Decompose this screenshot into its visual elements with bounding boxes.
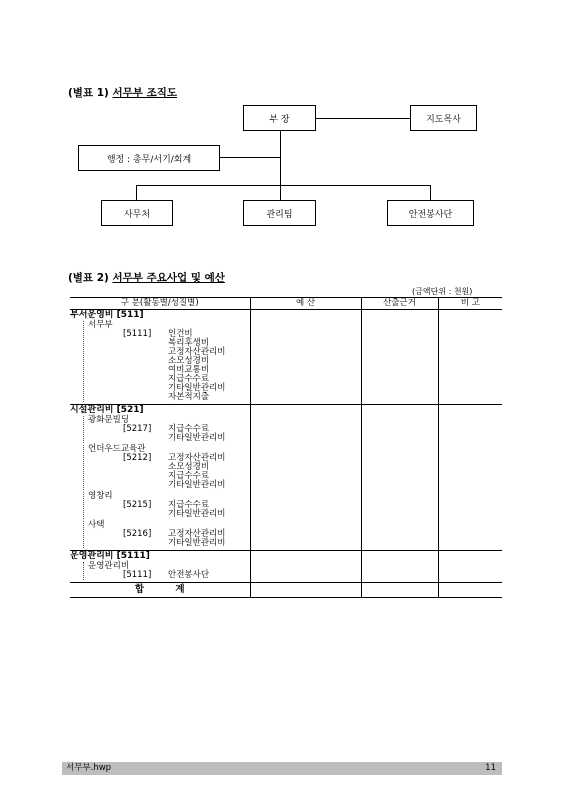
org-unit-box-1 (101, 200, 173, 226)
item-label: 고정자산관리비 (168, 529, 226, 539)
connector-admin (220, 157, 280, 158)
dept-detail-row (70, 562, 502, 583)
col-header-basis: 산출근거 (361, 298, 438, 310)
budget-cell (250, 321, 361, 405)
item-label: 기타일반관리비 (168, 480, 226, 490)
budget-heading-title: 서무부 주요사업 및 예산 (112, 272, 225, 284)
dept-detail-row (70, 321, 502, 405)
item-label: 복리후생비 (168, 338, 210, 348)
account-code: [5212] (123, 453, 152, 463)
dept-row (70, 551, 502, 563)
item-label: 자본적지출 (168, 392, 210, 402)
remarks-cell (438, 405, 502, 417)
connector-head-advisor (316, 118, 410, 119)
footer-filename: 서무부.hwp (66, 763, 112, 773)
org-chart-heading (68, 85, 177, 100)
total-basis-cell (361, 583, 438, 598)
account-code: [5216] (123, 529, 152, 539)
org-head-box (243, 105, 316, 131)
basis-cell (361, 321, 438, 405)
item-label: 지급수수료 (168, 500, 210, 510)
budget-table (70, 297, 502, 598)
remarks-cell (438, 562, 502, 583)
item-label: 지급수수료 (168, 424, 210, 434)
account-code: [5111] (123, 570, 152, 580)
item-label: 인건비 (168, 329, 193, 339)
account-code: [5217] (123, 424, 152, 434)
budget-cell (250, 405, 361, 417)
page-footer (62, 762, 502, 775)
connector-head-vertical (280, 131, 281, 200)
dept-detail-cell (70, 562, 250, 583)
dept-row (70, 405, 502, 417)
sub-label: 영창리 (88, 491, 113, 501)
footer-page-number: 11 (485, 763, 496, 773)
budget-heading-prefix: (별표 2) (68, 272, 109, 284)
org-advisor-label: 지도목사 (426, 114, 461, 125)
budget-table-wrapper (70, 297, 502, 598)
basis-cell (361, 551, 438, 563)
col-header-category: 구 분(활동별/성질별) (70, 298, 250, 310)
sub-label: 광화문빌딩 (88, 415, 130, 425)
org-unit-box-3 (387, 200, 474, 226)
remarks-cell (438, 416, 502, 551)
dept-name: 부서운영비 [511] (70, 310, 250, 322)
budget-heading (68, 270, 225, 285)
org-unit-label: 사무처 (123, 209, 151, 220)
item-label: 안전봉사단 (168, 570, 210, 580)
amount-unit-note: (금액단위 : 천원) (412, 287, 473, 296)
sub-block (83, 445, 250, 490)
sub-label: 사택 (88, 520, 105, 530)
account-code: [5111] (123, 329, 152, 339)
item-label: 기타일반관리비 (168, 383, 226, 393)
item-label: 기타일반관리비 (168, 433, 226, 443)
col-header-remarks: 비 고 (438, 298, 502, 310)
total-row (70, 583, 502, 598)
dept-name: 운영관리비 [5111] (70, 551, 250, 563)
item-label: 기타일반관리비 (168, 538, 226, 548)
dept-row (70, 310, 502, 322)
sub-block (83, 521, 250, 548)
account-code: [5215] (123, 500, 152, 510)
sub-block (83, 321, 250, 402)
org-admin-box (78, 145, 220, 171)
dept-detail-row (70, 416, 502, 551)
dept-detail-cell (70, 321, 250, 405)
sub-label: 서무부 (88, 320, 113, 330)
item-label: 소모성경비 (168, 356, 210, 366)
remarks-cell (438, 551, 502, 563)
item-label: 고정자산관리비 (168, 453, 226, 463)
item-label: 여비교통비 (168, 365, 210, 375)
basis-cell (361, 416, 438, 551)
item-label: 기타일반관리비 (168, 509, 226, 519)
org-chart-heading-title: 서무부 조직도 (112, 87, 178, 99)
org-head-label: 부 장 (269, 114, 290, 125)
budget-cell (250, 416, 361, 551)
dept-detail-cell (70, 416, 250, 551)
org-admin-label: 행정 : 총무/서기/회계 (106, 154, 192, 165)
connector-unit-1 (136, 185, 137, 200)
item-label: 소모성경비 (168, 462, 210, 472)
dept-name: 시설관리비 [521] (70, 405, 250, 417)
remarks-cell (438, 321, 502, 405)
budget-cell (250, 562, 361, 583)
item-label: 고정자산관리비 (168, 347, 226, 357)
col-header-budget: 예 산 (250, 298, 361, 310)
org-advisor-box (410, 105, 477, 131)
remarks-cell (438, 310, 502, 322)
sub-block (83, 492, 250, 519)
org-unit-label: 관리팀 (266, 209, 293, 220)
total-budget-cell (250, 583, 361, 598)
item-label: 지급수수료 (168, 471, 210, 481)
basis-cell (361, 310, 438, 322)
basis-cell (361, 405, 438, 417)
total-remarks-cell (438, 583, 502, 598)
org-unit-label: 안전봉사단 (408, 209, 453, 220)
budget-cell (250, 310, 361, 322)
connector-unit-3 (430, 185, 431, 200)
budget-cell (250, 551, 361, 563)
sub-label: 운영관리비 (88, 561, 130, 571)
total-label: 합 계 (70, 583, 250, 598)
org-unit-box-2 (243, 200, 316, 226)
budget-table-header (70, 298, 502, 310)
sub-block (83, 416, 250, 443)
item-label: 지급수수료 (168, 374, 210, 384)
sub-label: 언더우드교육관 (88, 444, 146, 454)
org-chart-heading-prefix: (별표 1) (68, 87, 109, 99)
sub-block (83, 562, 250, 580)
basis-cell (361, 562, 438, 583)
connector-units-horizontal (136, 185, 430, 186)
